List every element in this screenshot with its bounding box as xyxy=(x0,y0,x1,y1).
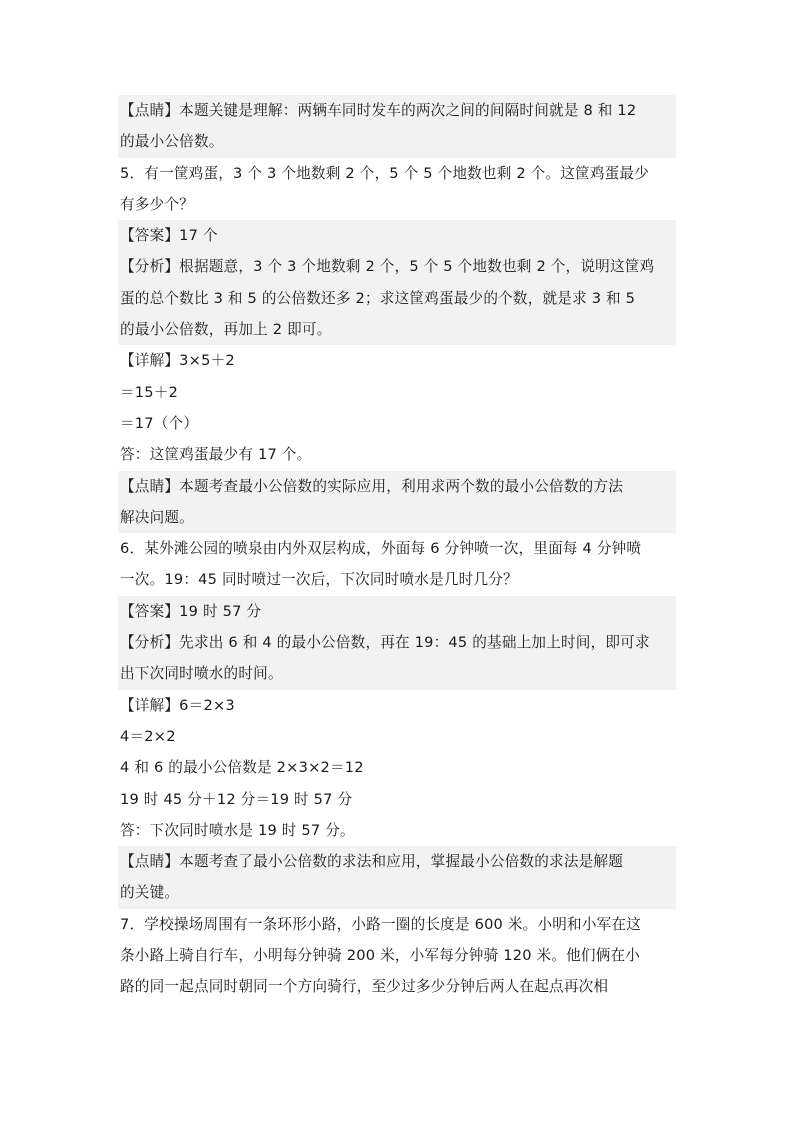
text-line: 【点睛】本题考查了最小公倍数的求法和应用，掌握最小公倍数的求法是解题 xyxy=(118,846,676,877)
text-line: 蛋的总个数比 3 和 5 的公倍数还多 2；求这筐鸡蛋最少的个数，就是求 3 和 5 xyxy=(118,283,676,314)
text-line: 路的同一起点同时朝同一个方向骑行，至少过多少分钟后两人在起点再次相 xyxy=(120,978,609,996)
text-line: 条小路上骑自行车，小明每分钟骑 200 米，小军每分钟骑 120 米。他们俩在小 xyxy=(120,947,641,965)
text-line: 6．某外滩公园的喷泉由内外双层构成，外面每 6 分钟喷一次，里面每 4 分钟喷 xyxy=(120,540,642,558)
text-line: 的最小公倍数。 xyxy=(118,126,676,157)
text-line: ＝17（个） xyxy=(120,414,199,432)
text-line: 【答案】17 个 xyxy=(118,220,676,251)
text-line: 4＝2×2 xyxy=(120,727,176,745)
text-line: 【答案】19 时 57 分 xyxy=(118,596,676,627)
text-line: 一次。19：45 同时喷过一次后，下次同时喷水是几时几分？ xyxy=(120,571,518,589)
text-line: 【详解】3×5＋2 xyxy=(120,352,235,370)
text-line: 【分析】先求出 6 和 4 的最小公倍数，再在 19：45 的基础上加上时间，即可求 xyxy=(118,627,676,658)
text-line: 19 时 45 分＋12 分＝19 时 57 分 xyxy=(120,790,353,808)
text-line: 【详解】6＝2×3 xyxy=(120,696,235,714)
text-line: 【分析】根据题意，3 个 3 个地数剩 2 个，5 个 5 个地数也剩 2 个，说明这筐鸡 xyxy=(118,251,676,282)
document-body xyxy=(118,95,676,1003)
text-line: 答：这筐鸡蛋最少有 17 个。 xyxy=(120,446,312,464)
text-line: 【点睛】本题关键是理解：两辆车同时发车的两次之间的间隔时间就是 8 和 12 xyxy=(118,95,676,126)
text-line: 的关键。 xyxy=(118,877,676,908)
text-line: 7．学校操场周围有一条环形小路，小路一圈的长度是 600 米。小明和小军在这 xyxy=(120,915,642,933)
text-line: 出下次同时喷水的时间。 xyxy=(118,658,676,689)
text-line: ＝15＋2 xyxy=(120,383,179,401)
text-line: 的最小公倍数，再加上 2 即可。 xyxy=(118,314,676,345)
text-line: 4 和 6 的最小公倍数是 2×3×2＝12 xyxy=(120,759,364,777)
text-line: 5．有一筐鸡蛋，3 个 3 个地数剩 2 个，5 个 5 个地数也剩 2 个。这筐鸡蛋最少 xyxy=(120,164,650,182)
text-line: 答：下次同时喷水是 19 时 57 分。 xyxy=(120,821,355,839)
text-line: 有多少个？ xyxy=(120,195,194,213)
text-line: 解决问题。 xyxy=(118,502,676,533)
text-line: 【点睛】本题考查最小公倍数的实际应用，利用求两个数的最小公倍数的方法 xyxy=(118,471,676,502)
